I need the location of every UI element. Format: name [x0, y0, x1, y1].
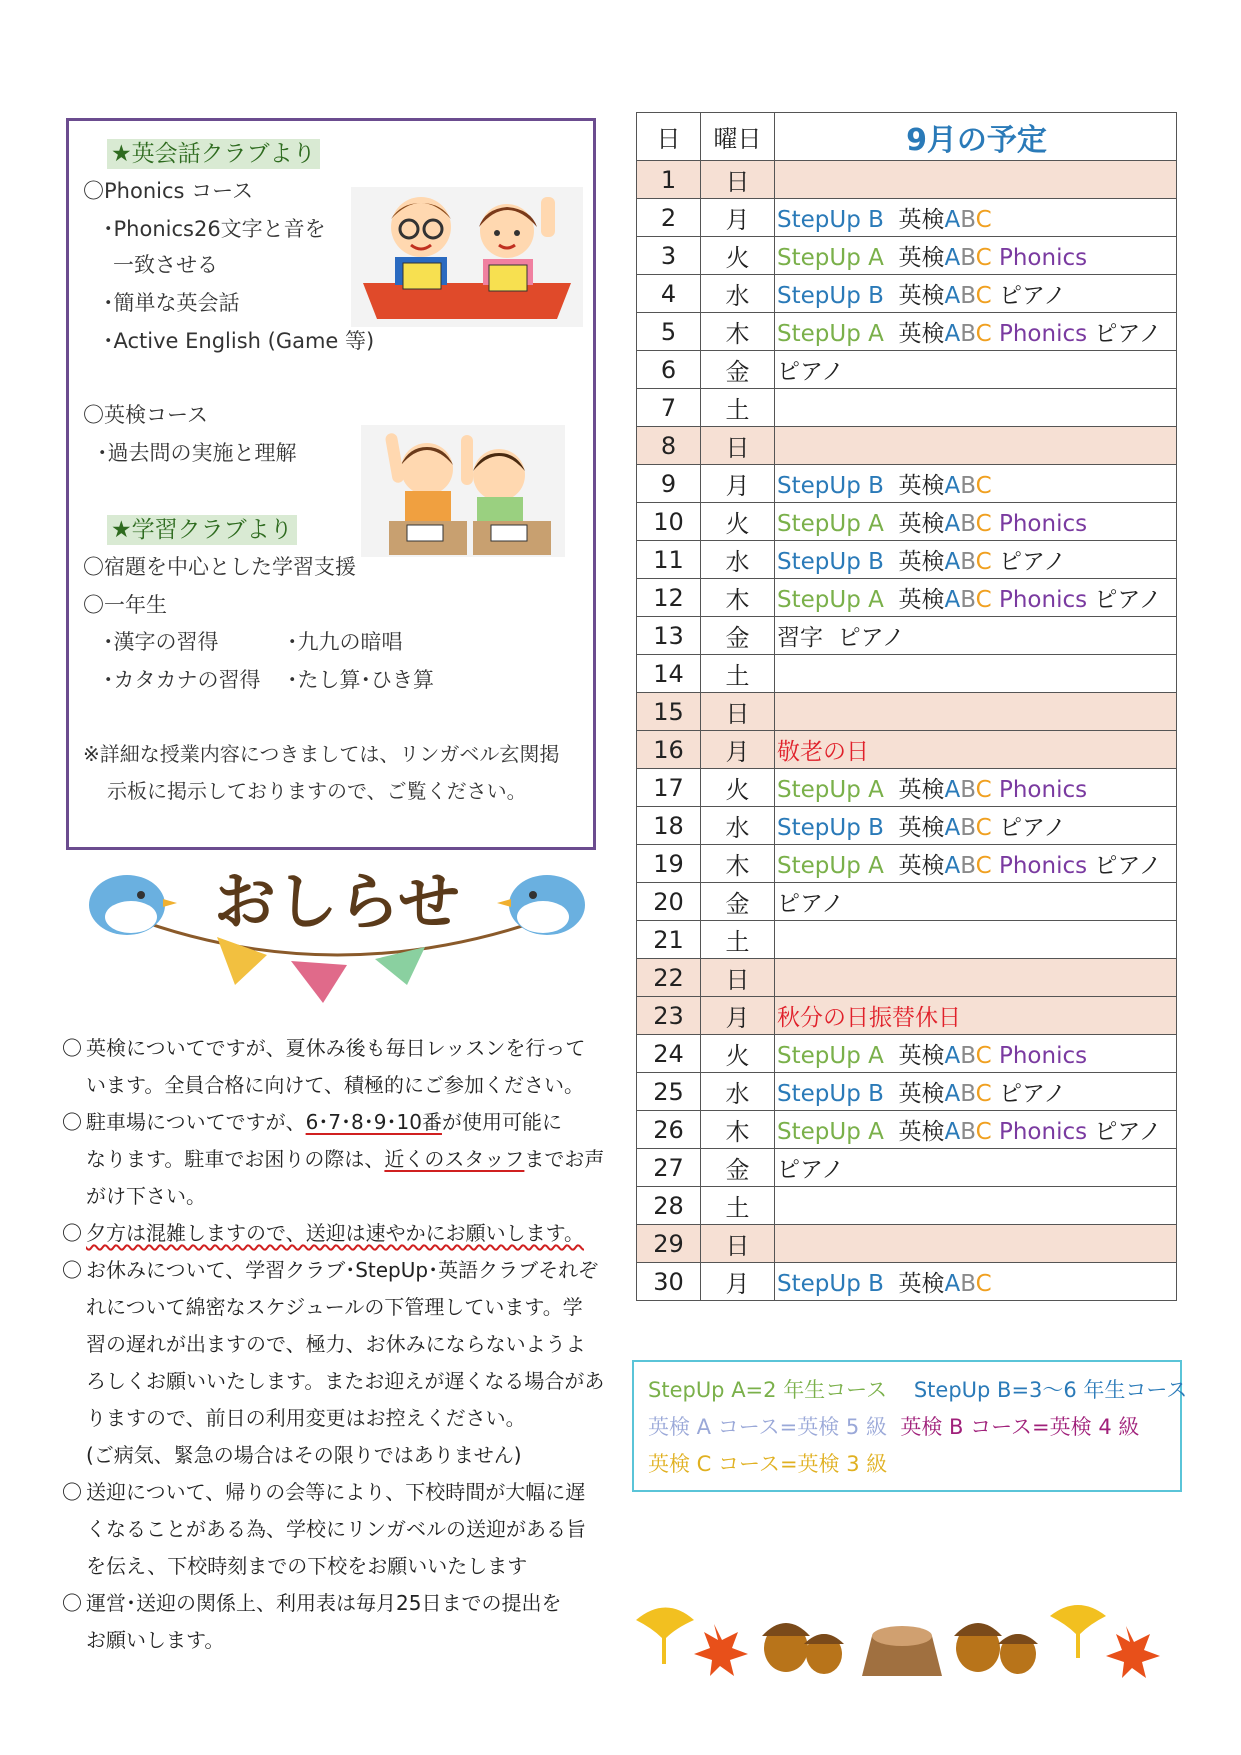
day-number: 21	[637, 921, 701, 959]
weekday: 火	[701, 503, 775, 541]
grade1-item-2: ･九九の暗唱	[287, 630, 403, 654]
plan-item	[884, 1271, 899, 1297]
day-number: 4	[637, 275, 701, 313]
weekday: 日	[701, 161, 775, 199]
day-plan	[775, 1263, 1177, 1301]
plan-item: StepUp B	[777, 815, 884, 841]
notice-item: 〇 英検についてですが、夏休み後も毎日レッスンを行って います。全員合格に向けて、積極的にご参加ください。	[62, 1036, 586, 1097]
plan-item: Phonics	[991, 321, 1088, 347]
weekday: 木	[701, 313, 775, 351]
plan-item: 英検	[898, 1043, 945, 1069]
plan-item: B	[960, 1081, 976, 1107]
plan-item: C	[975, 1119, 992, 1145]
weekday: 月	[701, 1263, 775, 1301]
plan-item: StepUp A	[777, 853, 884, 879]
weekday: 土	[701, 1187, 775, 1225]
header-weekday: 曜日	[701, 113, 775, 161]
day-plan	[775, 199, 1177, 237]
plan-item: A	[944, 853, 961, 879]
schedule-row	[637, 845, 1177, 883]
plan-item: ピアノ	[1087, 321, 1162, 347]
notice-banner	[85, 855, 590, 1020]
plan-item	[884, 511, 899, 537]
plan-item: A	[944, 473, 961, 499]
schedule-row	[637, 807, 1177, 845]
legend-stepup-a: StepUp A=2 年生コース	[648, 1378, 888, 1402]
kids-reading-illustration	[351, 187, 583, 327]
plan-item: B	[960, 777, 976, 803]
plan-item: C	[975, 853, 992, 879]
plan-item	[884, 245, 899, 271]
schedule-body	[637, 161, 1177, 1301]
phonics-item-2: ･簡単な英会話	[103, 291, 240, 315]
grade1-item-1: ･漢字の習得	[103, 630, 219, 654]
weekday: 木	[701, 1111, 775, 1149]
plan-item	[884, 587, 899, 613]
plan-item: ピアノ	[777, 359, 845, 385]
day-number: 16	[637, 731, 701, 769]
eiken-course: 〇英検コース	[83, 403, 208, 427]
notice-list	[60, 1030, 605, 1659]
day-number: 11	[637, 541, 701, 579]
plan-item: 英検	[898, 549, 945, 575]
day-number: 10	[637, 503, 701, 541]
bird-right-icon	[497, 875, 585, 935]
notice-item: 〇 夕方は混雑しますので、送迎は速やかにお願いします。	[62, 1221, 584, 1245]
plan-item: B	[960, 1043, 976, 1069]
legend-eiken-b: 英検 B コース=英検 4 級	[900, 1415, 1140, 1439]
plan-item: ピアノ	[1087, 853, 1162, 879]
day-plan	[775, 351, 1177, 389]
weekday: 土	[701, 921, 775, 959]
notice-item: 〇 お休みについて、学習クラブ･StepUp･英語クラブそれぞ れについて綿密なスケジュールの下管理しています。学 習の遅れが出ますので、極力、お休みにならないようよ ろしくお願いいたします。またお迎えが遅くなる場合があ りますので、前日の利用変更はお控えください。 (ご病気、緊急の場合はその限りではありません)	[62, 1258, 605, 1467]
club-info-box	[66, 118, 596, 850]
day-number: 19	[637, 845, 701, 883]
day-number: 3	[637, 237, 701, 275]
weekday: 土	[701, 389, 775, 427]
plan-item: A	[944, 511, 961, 537]
plan-item: C	[975, 777, 992, 803]
day-plan	[775, 655, 1177, 693]
eikaiwa-heading: ★英会話クラブより	[107, 139, 320, 169]
plan-item: StepUp B	[777, 1271, 884, 1297]
plan-item	[884, 815, 899, 841]
weekday: 火	[701, 237, 775, 275]
plan-item	[884, 853, 899, 879]
header-day: 日	[637, 113, 701, 161]
schedule-row	[637, 1111, 1177, 1149]
day-plan	[775, 427, 1177, 465]
plan-item: C	[975, 473, 992, 499]
weekday: 金	[701, 883, 775, 921]
schedule-row	[637, 959, 1177, 997]
schedule-table	[636, 112, 1177, 1301]
day-plan	[775, 313, 1177, 351]
day-number: 15	[637, 693, 701, 731]
day-plan	[775, 807, 1177, 845]
day-plan	[775, 541, 1177, 579]
weekday: 日	[701, 693, 775, 731]
day-number: 30	[637, 1263, 701, 1301]
legend-stepup-b: StepUp B=3～6 年生コース	[913, 1378, 1188, 1402]
plan-item: B	[960, 549, 976, 575]
ginkgo-leaf-icon	[636, 1608, 694, 1665]
plan-item: 英検	[898, 587, 945, 613]
weekday: 土	[701, 655, 775, 693]
weekday: 月	[701, 199, 775, 237]
day-number: 24	[637, 1035, 701, 1073]
plan-item: B	[960, 283, 976, 309]
acorn-icon	[954, 1623, 1002, 1672]
plan-item: B	[960, 321, 976, 347]
plan-item: StepUp B	[777, 1081, 884, 1107]
plan-item: C	[975, 549, 992, 575]
weekday: 金	[701, 617, 775, 655]
plan-item	[884, 1043, 899, 1069]
plan-item: C	[975, 207, 992, 233]
schedule-row	[637, 389, 1177, 427]
plan-item: B	[960, 1119, 976, 1145]
notice-item: 〇 運営･送迎の関係上、利用表は毎月25日までの提出を お願いします。	[62, 1591, 562, 1652]
weekday: 日	[701, 1225, 775, 1263]
schedule-row	[637, 1035, 1177, 1073]
plan-item: B	[960, 473, 976, 499]
plan-item: Phonics	[991, 777, 1088, 803]
plan-item: 習字 ピアノ	[777, 625, 905, 651]
autumn-decoration	[626, 1590, 1166, 1680]
plan-item: ピアノ	[1087, 587, 1162, 613]
plan-item	[884, 473, 899, 499]
schedule-row	[637, 199, 1177, 237]
day-plan	[775, 693, 1177, 731]
plan-item: C	[975, 1043, 992, 1069]
schedule-row	[637, 579, 1177, 617]
day-plan	[775, 161, 1177, 199]
weekday: 木	[701, 579, 775, 617]
plan-item: A	[944, 1081, 961, 1107]
schedule-row	[637, 731, 1177, 769]
plan-item: Phonics	[991, 1043, 1088, 1069]
plan-item: C	[975, 283, 992, 309]
plan-item: 敬老の日	[777, 739, 869, 765]
plan-item: 英検	[898, 511, 945, 537]
gakushu-heading: ★学習クラブより	[107, 515, 297, 545]
plan-item: A	[944, 245, 961, 271]
plan-item: A	[944, 587, 961, 613]
day-plan	[775, 389, 1177, 427]
weekday: 水	[701, 807, 775, 845]
plan-item: A	[944, 321, 961, 347]
day-number: 17	[637, 769, 701, 807]
plan-item: 英検	[898, 1271, 945, 1297]
day-plan	[775, 237, 1177, 275]
plan-item: StepUp A	[777, 1043, 884, 1069]
schedule-row	[637, 921, 1177, 959]
schedule-header-row	[637, 113, 1177, 161]
day-plan	[775, 579, 1177, 617]
acorn-icon	[804, 1634, 844, 1674]
plan-item	[884, 1119, 899, 1145]
schedule-row	[637, 769, 1177, 807]
schedule-row	[637, 503, 1177, 541]
notice-title: おしらせ	[213, 865, 461, 938]
plan-item: B	[960, 587, 976, 613]
plan-item: B	[960, 853, 976, 879]
schedule-row	[637, 427, 1177, 465]
plan-item: StepUp A	[777, 321, 884, 347]
plan-item	[884, 207, 899, 233]
notice-item: 〇 送迎について、帰りの会等により、下校時間が大幅に遅 くなることがある為、学校にリンガベルの送迎がある旨 を伝え、下校時刻までの下校をお願いいたします	[62, 1480, 586, 1578]
weekday: 月	[701, 465, 775, 503]
day-plan	[775, 275, 1177, 313]
plan-item: StepUp A	[777, 1119, 884, 1145]
day-plan	[775, 769, 1177, 807]
schedule-row	[637, 883, 1177, 921]
plan-item: A	[944, 207, 961, 233]
schedule-row	[637, 1187, 1177, 1225]
plan-item: StepUp B	[777, 549, 884, 575]
weekday: 月	[701, 997, 775, 1035]
plan-item: A	[944, 777, 961, 803]
plan-item: ピアノ	[991, 1081, 1067, 1107]
schedule-row	[637, 541, 1177, 579]
plan-item: Phonics	[991, 511, 1088, 537]
acorn-icon	[998, 1634, 1038, 1674]
weekday: 金	[701, 1149, 775, 1187]
grade1-item-3: ･カタカナの習得	[103, 668, 261, 692]
plan-item: 英検	[898, 1081, 945, 1107]
plan-item: A	[944, 1119, 961, 1145]
plan-item: 英検	[898, 815, 945, 841]
ginkgo-leaf-icon	[1050, 1605, 1106, 1658]
day-number: 18	[637, 807, 701, 845]
plan-item: C	[975, 587, 992, 613]
day-plan	[775, 1035, 1177, 1073]
schedule-row	[637, 655, 1177, 693]
plan-item: ピアノ	[777, 891, 845, 917]
day-plan	[775, 465, 1177, 503]
day-number: 14	[637, 655, 701, 693]
plan-item: ピアノ	[991, 549, 1067, 575]
day-number: 13	[637, 617, 701, 655]
phonics-item-1a: ･Phonics26文字と音を	[103, 217, 326, 241]
plan-item: C	[975, 245, 992, 271]
plan-item: C	[975, 321, 992, 347]
phonics-course: 〇Phonics コース	[83, 179, 254, 203]
day-plan	[775, 959, 1177, 997]
gakushu-line: 〇宿題を中心とした学習支援	[83, 555, 356, 579]
day-number: 25	[637, 1073, 701, 1111]
schedule-row	[637, 275, 1177, 313]
plan-item: StepUp B	[777, 207, 884, 233]
legend-eiken-c: 英検 C コース=英検 3 級	[648, 1452, 888, 1476]
plan-item: StepUp A	[777, 245, 884, 271]
day-number: 20	[637, 883, 701, 921]
weekday: 木	[701, 845, 775, 883]
plan-item	[884, 777, 899, 803]
grade1-item-4: ･たし算･ひき算	[287, 668, 434, 692]
eiken-item-1: ･過去問の実施と理解	[97, 441, 297, 465]
weekday: 火	[701, 1035, 775, 1073]
plan-item: Phonics	[991, 1119, 1088, 1145]
grade1-heading: 〇一年生	[83, 593, 167, 617]
schedule-row	[637, 1225, 1177, 1263]
day-number: 28	[637, 1187, 701, 1225]
schedule-row	[637, 351, 1177, 389]
plan-item: ピアノ	[777, 1157, 845, 1183]
plan-item: C	[975, 511, 992, 537]
maple-leaf-icon	[1106, 1626, 1160, 1678]
plan-item: C	[975, 1081, 992, 1107]
day-plan	[775, 731, 1177, 769]
schedule-row	[637, 1263, 1177, 1301]
plan-item: Phonics	[991, 245, 1088, 271]
day-number: 27	[637, 1149, 701, 1187]
plan-item: StepUp B	[777, 473, 884, 499]
plan-item: C	[975, 1271, 992, 1297]
plan-item: ピアノ	[991, 283, 1067, 309]
schedule-row	[637, 617, 1177, 655]
day-plan	[775, 1073, 1177, 1111]
schedule-row	[637, 465, 1177, 503]
weekday: 水	[701, 1073, 775, 1111]
day-number: 29	[637, 1225, 701, 1263]
maple-leaf-icon	[694, 1624, 748, 1676]
plan-item: StepUp A	[777, 511, 884, 537]
plan-item: B	[960, 245, 976, 271]
day-number: 9	[637, 465, 701, 503]
plan-item: 英検	[898, 473, 945, 499]
schedule-row	[637, 997, 1177, 1035]
day-number: 12	[637, 579, 701, 617]
day-number: 22	[637, 959, 701, 997]
plan-item: StepUp B	[777, 283, 884, 309]
plan-item: B	[960, 815, 976, 841]
day-number: 1	[637, 161, 701, 199]
phonics-item-1b: 一致させる	[113, 253, 218, 277]
plan-item	[884, 549, 899, 575]
note-line-2: 示板に掲示しておりますので、ご覧ください。	[107, 779, 527, 803]
plan-item	[884, 1081, 899, 1107]
phonics-item-3: ･Active English (Game 等)	[103, 329, 375, 353]
schedule-row	[637, 1073, 1177, 1111]
legend-eiken-a: 英検 A コース=英検 5 級	[648, 1415, 887, 1439]
day-plan	[775, 1225, 1177, 1263]
day-number: 23	[637, 997, 701, 1035]
schedule-title: 9月の予定	[775, 113, 1177, 161]
bird-left-icon	[89, 875, 177, 935]
day-plan	[775, 997, 1177, 1035]
plan-item	[884, 283, 899, 309]
plan-item: StepUp A	[777, 777, 884, 803]
plan-item: 英検	[898, 321, 945, 347]
weekday: 月	[701, 731, 775, 769]
schedule-row	[637, 161, 1177, 199]
day-plan	[775, 921, 1177, 959]
plan-item: Phonics	[991, 853, 1088, 879]
kids-raising-hands-illustration	[361, 425, 565, 557]
plan-item: B	[960, 1271, 976, 1297]
weekday: 水	[701, 541, 775, 579]
plan-item: 英検	[898, 853, 945, 879]
day-number: 2	[637, 199, 701, 237]
plan-item: A	[944, 815, 961, 841]
weekday: 日	[701, 427, 775, 465]
schedule-row	[637, 1149, 1177, 1187]
plan-item: StepUp A	[777, 587, 884, 613]
stump-icon	[862, 1626, 942, 1676]
plan-item: 英検	[898, 283, 945, 309]
plan-item: 英検	[898, 777, 945, 803]
day-plan	[775, 617, 1177, 655]
plan-item: C	[975, 815, 992, 841]
day-plan	[775, 845, 1177, 883]
day-plan	[775, 1111, 1177, 1149]
plan-item: A	[944, 1043, 961, 1069]
plan-item: ピアノ	[991, 815, 1067, 841]
plan-item: A	[944, 549, 961, 575]
weekday: 日	[701, 959, 775, 997]
day-number: 8	[637, 427, 701, 465]
plan-item: B	[960, 511, 976, 537]
schedule-row	[637, 237, 1177, 275]
plan-item: 秋分の日振替休日	[777, 1005, 961, 1031]
plan-item: 英検	[898, 245, 945, 271]
schedule-row	[637, 693, 1177, 731]
day-plan	[775, 1187, 1177, 1225]
plan-item: 英検	[898, 1119, 945, 1145]
weekday: 水	[701, 275, 775, 313]
plan-item: ピアノ	[1087, 1119, 1162, 1145]
day-plan	[775, 883, 1177, 921]
weekday: 火	[701, 769, 775, 807]
plan-item	[884, 321, 899, 347]
weekday: 金	[701, 351, 775, 389]
acorn-icon	[762, 1623, 810, 1672]
notice-item: 〇 駐車場についてですが、6･7･8･9･10番が使用可能に なります。駐車でお困りの際は、近くのスタッフまでお声 がけ下さい。	[62, 1110, 605, 1208]
day-number: 7	[637, 389, 701, 427]
day-number: 26	[637, 1111, 701, 1149]
day-plan	[775, 503, 1177, 541]
plan-item: A	[944, 1271, 961, 1297]
day-number: 6	[637, 351, 701, 389]
schedule-row	[637, 313, 1177, 351]
plan-item: B	[960, 207, 976, 233]
note-line-1: ※詳細な授業内容につきましては、リンガベル玄関掲	[83, 742, 560, 766]
plan-item: 英検	[898, 207, 945, 233]
day-plan	[775, 1149, 1177, 1187]
plan-item: A	[944, 283, 961, 309]
plan-item: Phonics	[991, 587, 1088, 613]
day-number: 5	[637, 313, 701, 351]
course-legend	[632, 1360, 1188, 1492]
